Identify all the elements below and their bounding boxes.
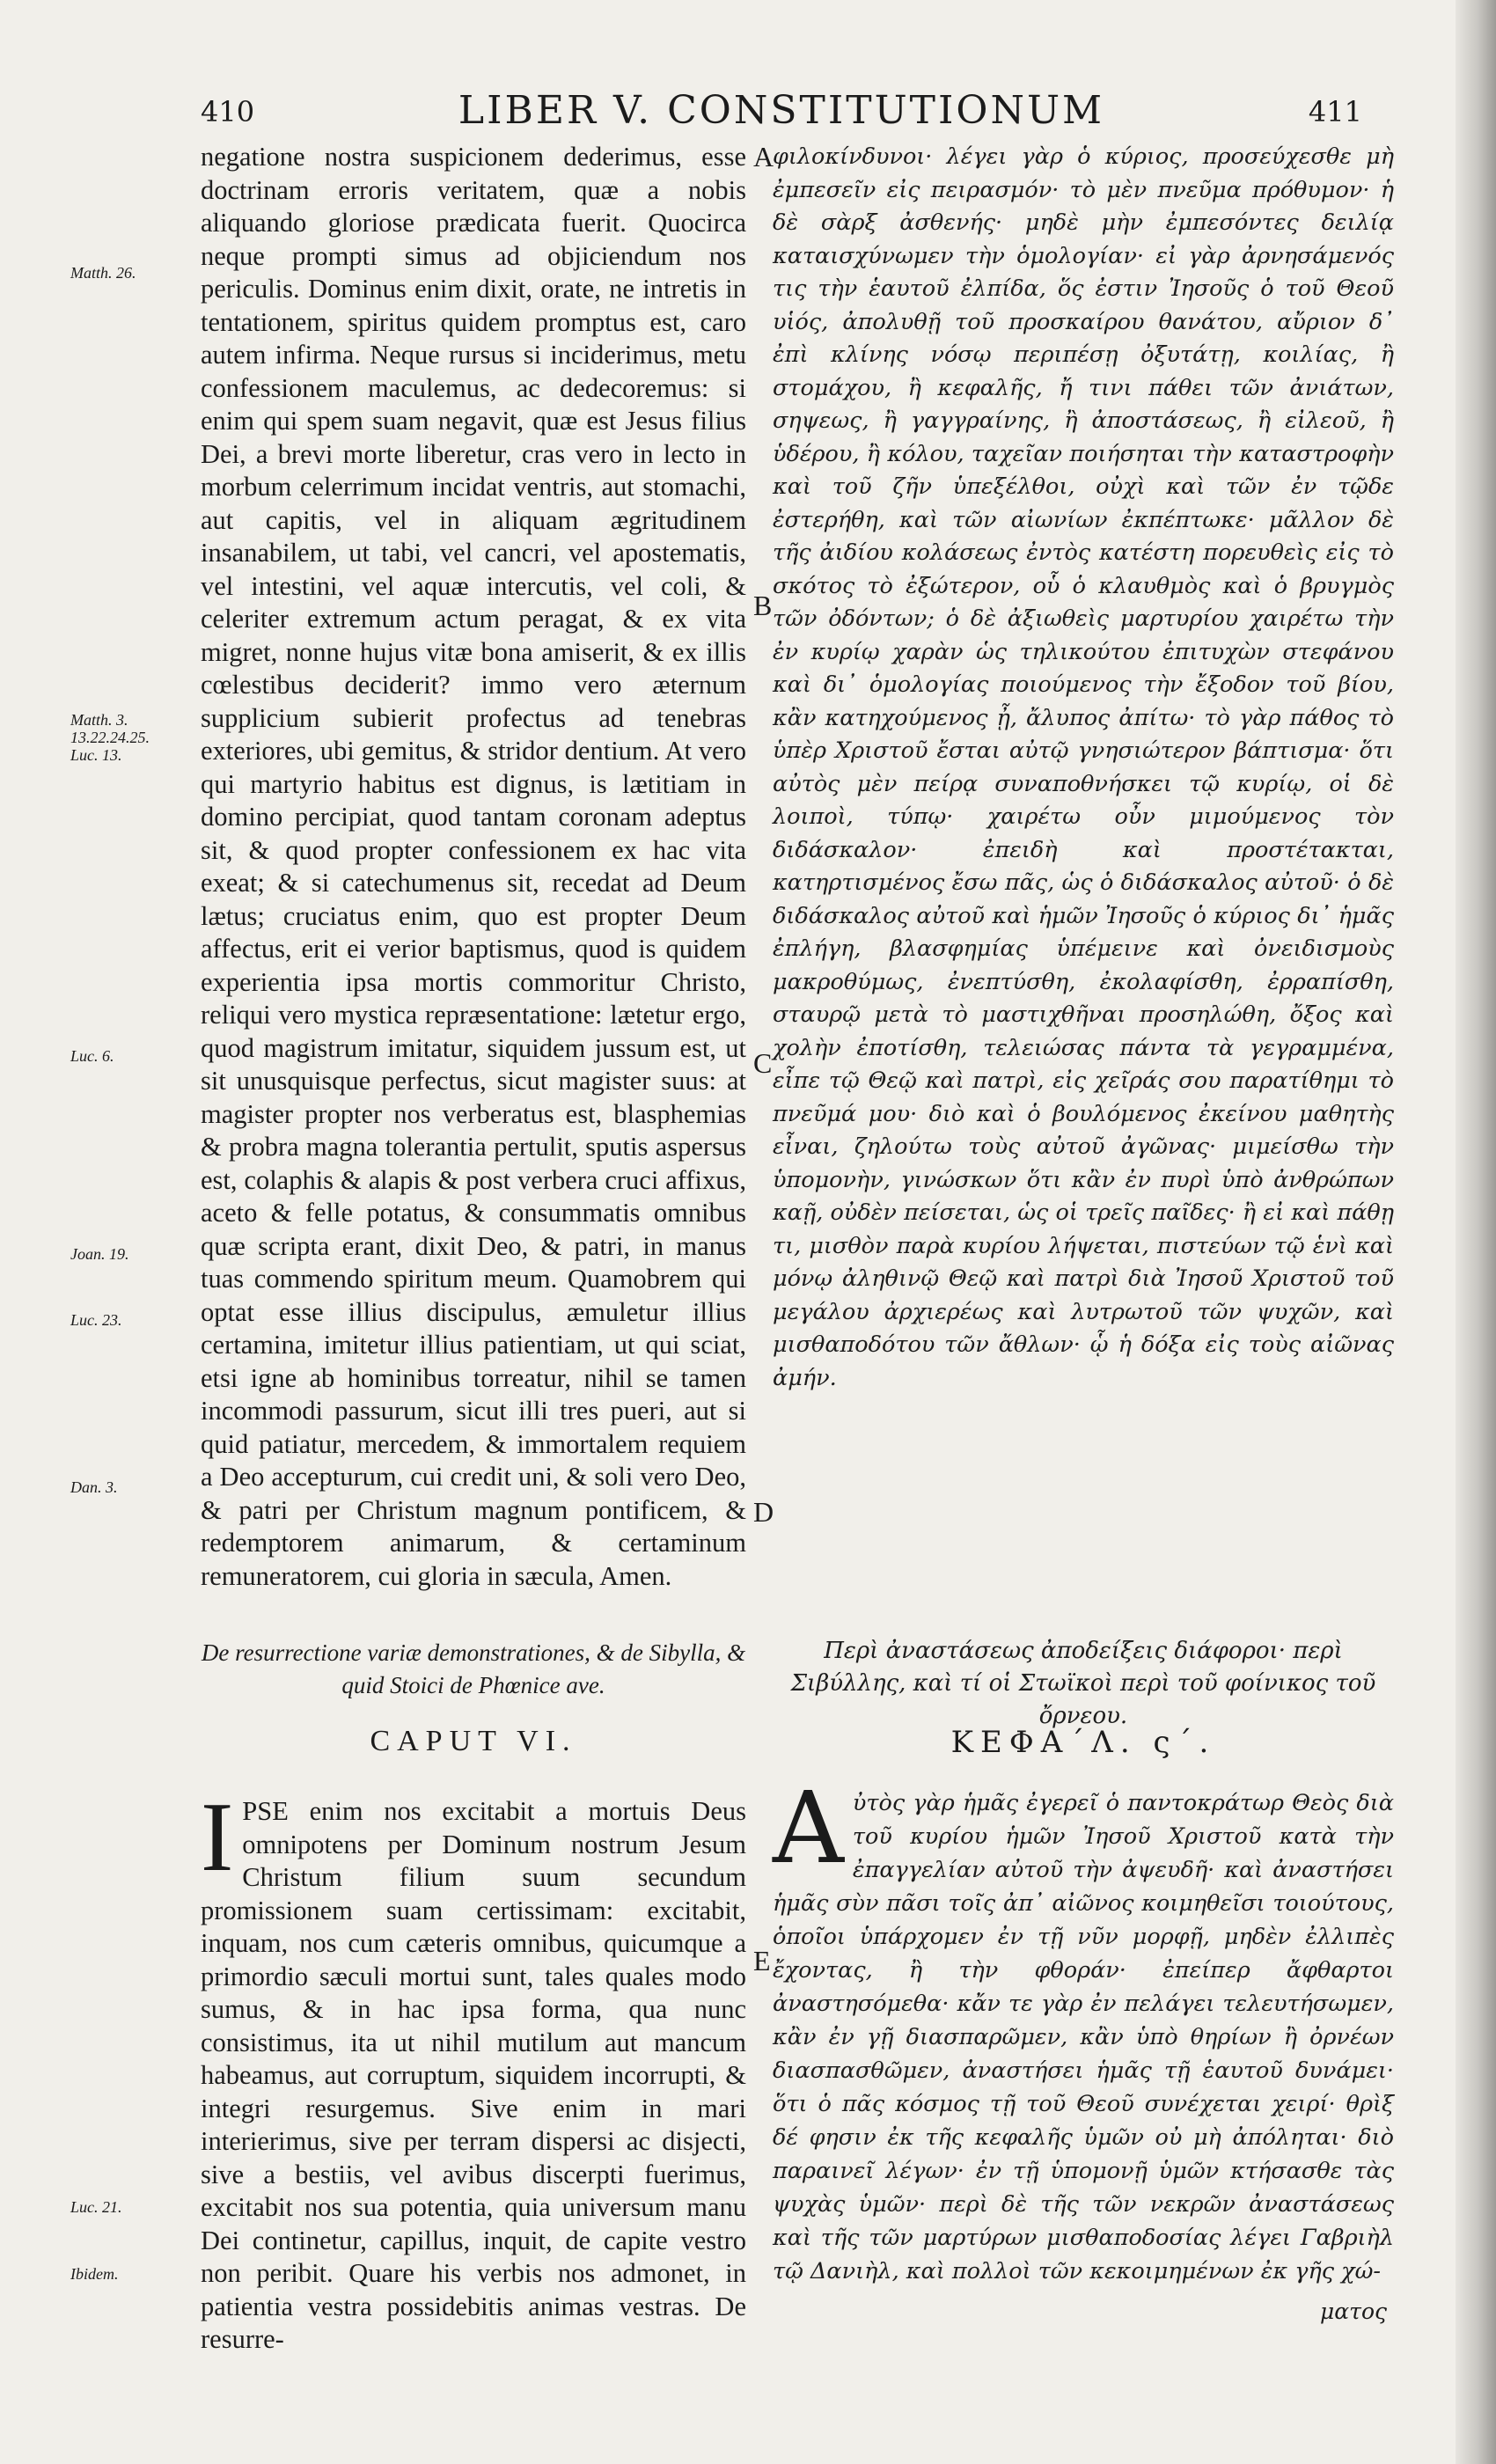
section-title-greek: Περὶ ἀναστάσεως ἀποδείξεις διάφοροι· περὶ Σιβύλλης, καὶ τί οἱ Στωϊκοὶ περὶ τοῦ φοίνικος τοῦ ὄρνεου. — [790, 1638, 1376, 1729]
drop-cap-greek: Α — [773, 1771, 844, 1886]
right-page-number: 411 — [1308, 95, 1362, 128]
margin-ref: Matth. 3. — [70, 711, 128, 729]
margin-ref: Ibidem. — [70, 2265, 119, 2283]
margin-ref: 13.22.24.25. — [70, 729, 150, 746]
left-page-number: 410 — [201, 95, 255, 128]
chapter-body-greek: ὐτὸς γὰρ ἡμᾶς ἐγερεῖ ὁ παντοκράτωρ Θεὸς διὰ τοῦ κυρίου ἡμῶν Ἰησοῦ Χριστοῦ κατὰ τὴν ἐπαγγελίαν αὐτοῦ τὴν ἀψευδῆ· καὶ ἀναστήσει ἡμᾶς σὺν πᾶσι τοῖς ἀπ᾽ αἰῶνος κοιμηθεῖσι τοιούτους, ὁποῖοι ὑπάρχομεν ἐν τῇ νῦν μορφῇ, μηδὲν ἐλλιπὲς ἔχοντας, ἢ τὴν φθοράν· ἐπείπερ ἄφθαρτοι ἀναστησόμεθα· κἄν τε γὰρ ἐν πελάγει τελευτήσωμεν, κἂν ἐν γῇ διασπαρῶμεν, κἂν ὑπὸ θηρίων ἢ ὀρνέων διασπασθῶμεν, ἀναστήσει ἡμᾶς τῇ ἑαυτοῦ δυνάμει· ὅτι ὁ πᾶς κόσμος τῇ τοῦ Θεοῦ συνέχεται χειρί· θρὶξ δέ φησιν ἐκ τῆς κεφαλῆς ὑμῶν οὐ μὴ ἀπόληται· διὸ παραινεῖ λέγων· ἐν τῇ ὑπομονῇ ὑμῶν κτήσασθε τὰς ψυχὰς ὑμῶν· περὶ δὲ τῆς τῶν νεκρῶν ἀναστάσεως καὶ τῆς τῶν μαρτύρων μισθαποδοσίας λέγει Γαβριὴλ τῷ Δανιὴλ, καὶ πολλοὶ τῶν κεκοιμημένων ἐκ γῆς χώ- — [773, 1790, 1394, 2284]
running-title: LIBER V. CONSTITUTIONUM — [458, 88, 1105, 133]
chapter-heading-greek: ΚΕΦΑ΄Λ. ς΄. — [950, 1725, 1216, 1760]
margin-ref: Luc. 23. — [70, 1311, 122, 1329]
chapter-heading-latin: CAPUT VI. — [370, 1725, 577, 1757]
margin-ref: Luc. 21. — [70, 2198, 122, 2216]
section-letter: B — [753, 590, 773, 621]
margin-ref: Luc. 6. — [70, 1047, 114, 1065]
chapter-text-greek — [773, 1771, 1394, 2288]
section-letter: E — [753, 1945, 771, 1976]
page-edge-shadow — [1456, 0, 1496, 2464]
chapter-body-latin: PSE enim nos excitabit a mortuis Deus omnipotens per Dominum nostrum Jesum Christum filium suum secundum promissionem suam certissimam: excitabit, inquam, nos cum cæteris omnibus, quicumque a primordio sæculi mortui sunt, tales quales modo sumus, & in hac ipsa forma, qua nunc consistimus, ita ut nihil mutilum aut mancum habeamus, aut corruptum, siquidem incorrupti, & integri resurgemus. Sive enim in mari interierimus, sive per terram dispersi ac disjecti, sive a bestiis, vel avibus discerpti fuerimus, excitabit nos sua potentia, quia universum manu Dei continetur, capillus, inquit, de capite vestro non peribit. Quare his verbis nos admonet, in patientia vestra possidebitis animas vestras. De resurre- — [201, 1796, 746, 2354]
margin-references — [70, 0, 185, 2464]
chapter-text-latin — [201, 1783, 746, 2357]
margin-ref: Matth. 26. — [70, 264, 136, 282]
margin-ref: Joan. 19. — [70, 1245, 129, 1263]
page-header — [201, 88, 1362, 141]
margin-ref: Luc. 13. — [70, 746, 122, 764]
section-letter: D — [753, 1496, 774, 1528]
section-letter: A — [753, 141, 774, 172]
latin-column-text: negatione nostra suspicionem dederimus, esse doctrinam erroris veritatem, quæ a nobis aliquando gloriose prædicata fuerit. Quocirca neque prompti simus ad objiciendum nos periculis. Dominus enim dixit, orate, ne intretis in tentationem, spiritus quidem promptus est, caro autem infirma. Neque rursus si inciderimus, metu confessionem maculemus, ac dedecoremus: si enim qui spem suam negavit, quæ est Jesus filius Dei, a brevi morte liberetur, cras vero in lecto in morbum celerrimum incidat ventris, aut stomachi, aut capitis, vel in aliquam ægritudinem insanabilem, ut tabi, vel cancri, vel apostematis, vel intestini, vel aquæ intercutis, vel coli, & celeriter extremum actum peragat, & ex vita migret, nonne hujus vitæ bona amiserit, & ex illis cœlestibus deciderit? immo vero æternum supplicium subierit profectus ad tenebras exteriores, ubi gemitus, & stridor dentium. At vero qui martyrio habitus est dignus, is lætitiam in domino percipiat, quod tantam coronam adeptus sit, & quod propter confessionem ex hac vita exeat; & si catechumenus sit, recedat ad Deum lætus; cruciatus enim, quo est propter Deum affectus, erit ei verior baptismus, quod is quidem experientia ipsa mortis commoritur Christo, reliqui vero mystica repræsentatione: lætetur ergo, quod magistrum imitatur, siquidem jussum est, ut sit unusquisque perfectus, sicut magister suus: at magister propter nos verberatus est, blasphemias & probra magna tolerantia pertulit, sputis aspersus est, colaphis & alapis & post verbera cruci affixus, aceto & felle potatus, & consummatis omnibus quæ scripta erant, dixit Deo, & patri, in manus tuas commendo spiritum meum. Quamobrem qui optat esse illius discipulus, æmuletur illius certamina, imitetur illius patientiam, ut qui sciat, etsi igne ab hominibus torreatur, nihil se tamen incommodi passurum, sicut illi tres pueri, aut si quid patiatur, mercedem, & immortalem requiem a Deo accepturum, cui credit uni, & soli vero Deo, & patri per Christum magnum pontificem, & redemptorem animarum, & certaminum remuneratorem, cui gloria in sæcula, Amen. — [201, 142, 746, 1591]
drop-cap-latin: I — [201, 1783, 234, 1892]
section-letter: C — [753, 1047, 773, 1079]
catchword: ματος — [1320, 2299, 1388, 2324]
section-title-latin: De resurrectione variæ demonstrationes, & de Sibylla, & quid Stoici de Phœnice ave. — [201, 1639, 746, 1698]
margin-ref: Dan. 3. — [70, 1478, 118, 1496]
greek-column-text: φιλοκίνδυνοι· λέγει γὰρ ὁ κύριος, προσεύχεσθε μὴ ἐμπεσεῖν εἰς πειρασμόν· τὸ μὲν πνεῦμα πρόθυμον· ἡ δὲ σὰρξ ἀσθενής· μηδὲ μὴν ἐμπεσόντες δειλίᾳ καταισχύνωμεν τὴν ὁμολογίαν· εἰ γὰρ ἀρνησάμενός τις τὴν ἑαυτοῦ ἐλπίδα, ὅς ἐστιν Ἰησοῦς ὁ τοῦ Θεοῦ υἱός, ἀπολυθῇ τοῦ προσκαίρου θανάτου, αὔριον δ᾽ ἐπὶ κλίνης νόσῳ περιπέσῃ ὀξυτάτῃ, κοιλίας, ἢ στομάχου, ἢ κεφαλῆς, ἤ τινι πάθει τῶν ἀνιάτων, σηψεως, ἢ γαγγραίνης, ἢ ἀποστάσεως, ἢ εἰλεοῦ, ἢ ὑδέρου, ἢ κόλου, ταχεῖαν ποιήσηται τὴν καταστροφὴν καὶ τοῦ ζῆν ὑπεξέλθοι, οὐχὶ καὶ τῶν ἐν τῷδε ἐστερήθη, καὶ τῶν αἰωνίων ἐκπέπτωκε· μᾶλλον δὲ τῆς ἀιδίου κολάσεως ἐντὸς κατέστη πορευθεὶς εἰς τὸ σκότος τὸ ἐξώτερον, οὗ ὁ κλαυθμὸς καὶ ὁ βρυγμὸς τῶν ὀδόντων; ὁ δὲ ἀξιωθεὶς μαρτυρίου χαιρέτω τὴν ἐν κυρίῳ χαρὰν ὡς τηλικούτου ἐπιτυχὼν στεφάνου καὶ δι᾽ ὁμολογίας ποιούμενος τὴν ἔξοδον τοῦ βίου, κἂν κατηχούμενος ᾖ, ἄλυπος ἀπίτω· τὸ γὰρ πάθος τὸ ὑπὲρ Χριστοῦ ἔσται αὐτῷ γνησιώτερον βάπτισμα· ὅτι αὐτὸς μὲν πείρᾳ συναποθνήσκει τῷ κυρίῳ, οἱ δὲ λοιποὶ, τύπῳ· χαιρέτω οὖν μιμούμενος τὸν διδάσκαλον· ἐπειδὴ καὶ προστέτακται, κατηρτισμένος ἔσω πᾶς, ὡς ὁ διδάσκαλος αὐτοῦ· ὁ δὲ διδάσκαλος αὐτοῦ καὶ ἡμῶν Ἰησοῦς ὁ κύριος δι᾽ ἡμᾶς ἐπλήγη, βλασφημίας ὑπέμεινε καὶ ὀνειδισμοὺς μακροθύμως, ἐνεπτύσθη, ἐκολαφίσθη, ἐρραπίσθη, σταυρῷ μετὰ τὸ μαστιχθῆναι προσηλώθη, ὄξος καὶ χολὴν ἐποτίσθη, τελειώσας πάντα τὰ γεγραμμένα, εἶπε τῷ Θεῷ καὶ πατρὶ, εἰς χεῖράς σου παρατίθημι τὸ πνεῦμά μου· διὸ καὶ ὁ βουλόμενος ἐκείνου μαθητὴς εἶναι, ζηλούτω τοὺς αὐτοῦ ἀγῶνας· μιμείσθω τὴν ὑπομονὴν, γινώσκων ὅτι κἂν ἐν πυρὶ ὑπὸ ἀνθρώπων καῇ, οὐδὲν πείσεται, ὡς οἱ τρεῖς παῖδες· ἢ εἰ καὶ πάθῃ τι, μισθὸν παρὰ κυρίου λήψεται, πιστεύων τῷ ἑνὶ καὶ μόνῳ ἀληθινῷ Θεῷ καὶ πατρὶ διὰ Ἰησοῦ Χριστοῦ τοῦ μεγάλου ἀρχιερέως καὶ λυτρωτοῦ τῶν ψυχῶν, καὶ μισθαποδότου τῶν ἄθλων· ᾧ ἡ δόξα εἰς τοὺς αἰῶνας ἀμήν. — [773, 143, 1394, 1391]
